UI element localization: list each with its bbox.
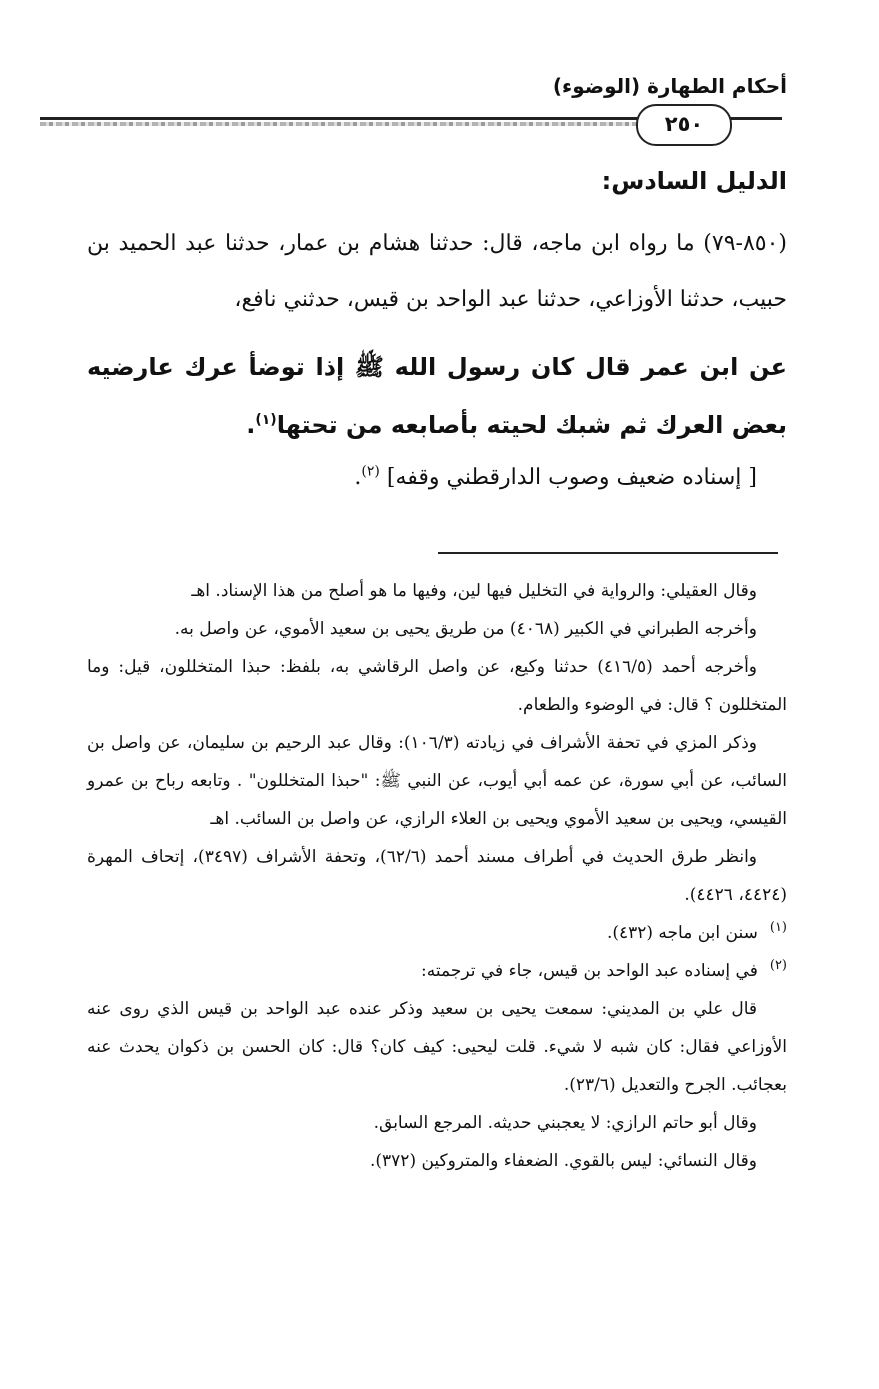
footnote-paragraph: وذكر المزي في تحفة الأشراف في زيادته (١٠٦/٣): وقال عبد الرحيم بن سليمان، عن واصل بن السائب، عن أبي سورة، عن عمه أبي أيوب، عن النبي ﷺ: "حبذا المتخللون" . وتابعه رباح بن عمرو القيسي، ويحيى بن سعيد الأموي ويحيى بن العلاء الرازي، عن واصل بن السائب. اهـ	[87, 733, 787, 829]
footnote-paragraph: وقال العقيلي: والرواية في التخليل فيها لين، وفيها ما هو أصلح من هذا الإسناد. اهـ	[191, 581, 757, 601]
main-text	[87, 160, 787, 498]
section-heading: الدليل السادس:	[601, 167, 787, 195]
footnote-paragraph: قال علي بن المديني: سمعت يحيى بن سعيد وذكر عنده عبد الواحد بن قيس الذي روى عنه الأوزاعي فقال: كان شبه لا شيء. قلت ليحيى: كيف كان؟ قال: كان الحسن بن ذكوان يحدث عنه بعجائب. الجرح والتعديل (٢٣/٦).	[87, 999, 787, 1095]
footnote-2	[87, 952, 787, 990]
hadith-grading	[87, 458, 757, 498]
header-rule-ornament	[40, 122, 640, 126]
hadith-end: .	[246, 411, 256, 439]
footnote-number-2: (٢)	[769, 958, 787, 974]
footnote-ref-1: (١)	[255, 412, 277, 428]
footnote-paragraph: وأخرجه أحمد (٤١٦/٥) حدثنا وكيع، عن واصل الرقاشي به، بلفظ: حبذا المتخللون، قيل: وما المتخللون ؟ قال: في الوضوء والطعام.	[87, 657, 787, 715]
hadith-body: عن ابن عمر قال كان رسول الله ﷺ إذا توضأ عرك عارضيه بعض العرك ثم شبك لحيته بأصابعه من تحتها	[87, 353, 787, 439]
footnote-number-1: (١)	[769, 920, 787, 936]
footnote-paragraph: وأخرجه الطبراني في الكبير (٤٠٦٨) من طريق يحيى بن سعيد الأموي، عن واصل به.	[174, 619, 757, 639]
running-title: أحكام الطهارة (الوضوء)	[552, 74, 787, 98]
footnote-paragraph: وقال أبو حاتم الرازي: لا يعجبني حديثه. المرجع السابق.	[373, 1113, 757, 1133]
grading-end: .	[354, 465, 362, 490]
narration-chain: (٨٥٠-٧٩) ما رواه ابن ماجه، قال: حدثنا هشام بن عمار، حدثنا عبد الحميد بن حبيب، حدثنا الأوزاعي، حدثنا عبد الواحد بن قيس، حدثني نافع،	[87, 231, 787, 312]
hadith-text	[87, 338, 787, 454]
page-number: ٢٥٠	[636, 104, 732, 146]
footnote-paragraph: وانظر طرق الحديث في أطراف مسند أحمد (٦٢/٦)، وتحفة الأشراف (٣٤٩٧)، إتحاف المهرة (٤٤٢٤، ٤٤٢٦).	[87, 847, 787, 905]
footnote-1	[87, 914, 787, 952]
footnote-1-text: سنن ابن ماجه (٤٣٢).	[606, 923, 758, 943]
footnote-2-text: في إسناده عبد الواحد بن قيس، جاء في ترجمته:	[421, 961, 758, 981]
footnote-ref-2: (٢)	[361, 463, 380, 480]
footnote-separator	[438, 552, 778, 554]
footnote-paragraph: وقال النسائي: ليس بالقوي. الضعفاء والمتروكين (٣٧٢).	[370, 1151, 757, 1171]
grading-text: [ إسناده ضعيف وصوب الدارقطني وقفه]	[386, 465, 757, 490]
footnotes	[87, 572, 787, 1180]
